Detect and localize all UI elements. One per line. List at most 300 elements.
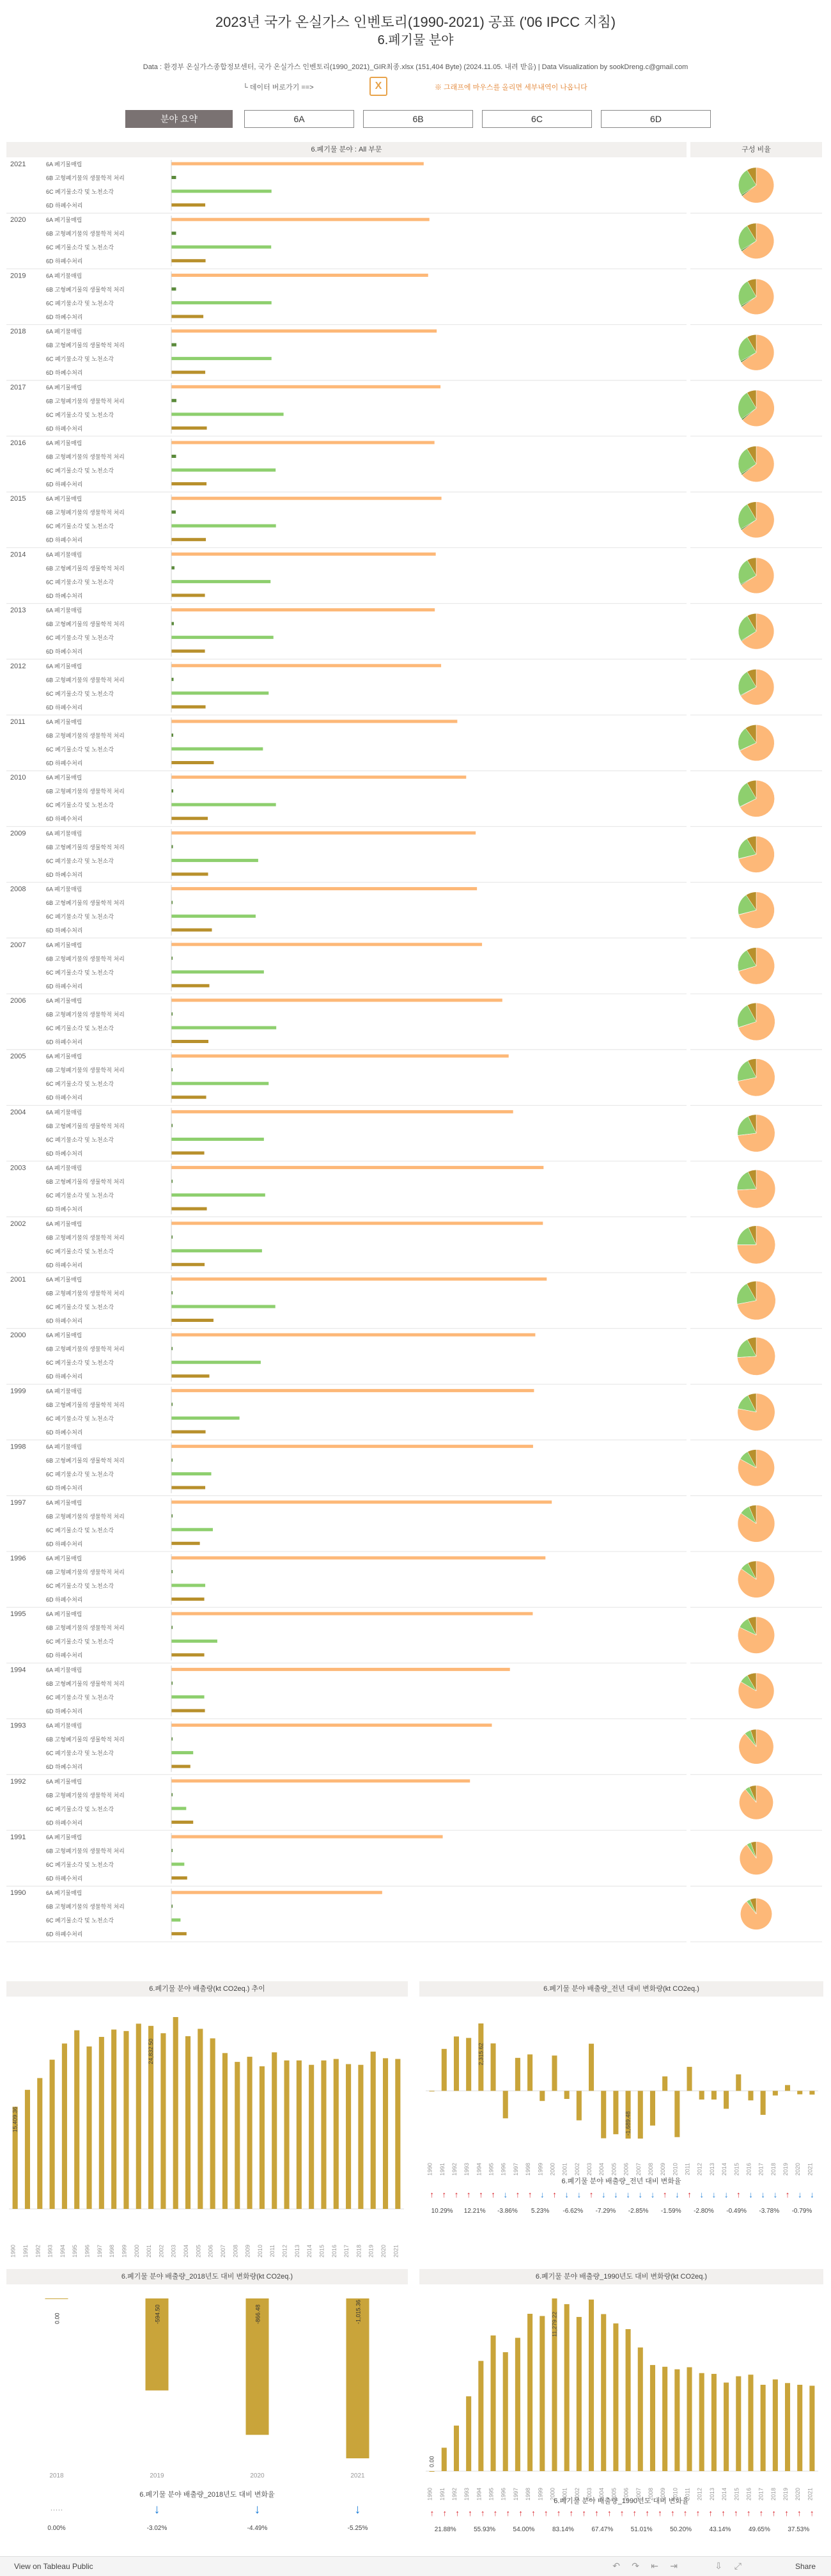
up-arrow-icon: ↑ xyxy=(506,2508,510,2518)
category-bar xyxy=(171,1361,261,1364)
up-arrow-icon: ↑ xyxy=(747,2508,751,2518)
up-arrow-icon: ↑ xyxy=(797,2508,802,2518)
trend-chart[interactable] xyxy=(6,1998,408,2247)
category-bar xyxy=(171,1542,200,1545)
category-bar xyxy=(171,441,435,444)
x-tick-label: 1997 xyxy=(97,2245,103,2258)
refresh-icon[interactable]: ⇥ xyxy=(670,2561,678,2572)
category-label: 6A 폐기물매립 xyxy=(46,1889,82,1896)
year-label: 2008 xyxy=(10,886,26,893)
year-label: 2001 xyxy=(10,1276,26,1284)
category-bar xyxy=(171,691,268,695)
category-label: 6D 하폐수처리 xyxy=(46,1317,82,1324)
data-bar xyxy=(527,2314,532,2471)
data-bar xyxy=(272,2052,277,2209)
category-bar xyxy=(171,566,175,569)
data-bar xyxy=(809,2385,814,2471)
data-label: 0.00 xyxy=(429,2456,435,2467)
data-label: 15,409.36 xyxy=(12,2107,19,2132)
category-label: 6C 폐기물소각 및 노천소각 xyxy=(46,1248,114,1255)
data-label: 2,315.62 xyxy=(478,2043,484,2065)
category-label: 6A 폐기물매립 xyxy=(46,495,82,502)
yoy-change-chart[interactable] xyxy=(419,1998,823,2164)
direction-arrow-icon: ↓ xyxy=(712,2190,717,2199)
data-bar xyxy=(785,2085,790,2091)
x-tick-label: 2004 xyxy=(598,2488,605,2501)
data-bar xyxy=(785,2383,790,2471)
vs1990-change-chart[interactable] xyxy=(419,2286,823,2490)
category-label: 6B 고형폐기물의 생물학적 처리 xyxy=(46,342,125,349)
category-bar xyxy=(171,1166,543,1169)
category-bar xyxy=(171,287,176,290)
category-bar xyxy=(171,1055,509,1058)
category-bar xyxy=(171,1584,205,1587)
data-bar xyxy=(699,2091,704,2100)
up-arrow-icon: ↑ xyxy=(620,2508,625,2518)
x-tick-label: 2004 xyxy=(183,2245,189,2258)
x-tick-label: 2002 xyxy=(158,2245,164,2258)
year-label: 1993 xyxy=(10,1722,26,1730)
tab-6d[interactable]: 6D xyxy=(601,110,711,128)
rate-label: 0.00% xyxy=(47,2525,65,2532)
x-tick-label: 2011 xyxy=(685,2488,691,2500)
data-bar xyxy=(111,2030,116,2209)
category-label: 6A 폐기물매립 xyxy=(46,1834,82,1841)
x-tick-label: 2020 xyxy=(380,2245,387,2258)
x-tick-label: 2021 xyxy=(392,2245,399,2258)
category-bar xyxy=(171,1695,205,1699)
x-tick-label: 2010 xyxy=(672,2488,678,2501)
data-bar xyxy=(638,2348,643,2471)
category-label: 6B 고형폐기물의 생물학적 처리 xyxy=(46,1011,125,1018)
category-bar xyxy=(171,1374,210,1378)
category-label: 6C 폐기물소각 및 노천소각 xyxy=(46,1861,114,1868)
direction-arrow-icon: ↑ xyxy=(442,2190,447,2199)
vs2018-rate-title: 6.폐기물 분야 배출량_2018년도 대비 변화율 xyxy=(6,2489,408,2499)
rate-label: 49.65% xyxy=(749,2526,770,2533)
data-bar xyxy=(430,2471,435,2472)
category-label: 6D 하폐수처리 xyxy=(46,1094,82,1101)
category-bar xyxy=(171,427,207,430)
direction-arrow-icon: ↓ xyxy=(761,2190,765,2199)
data-bar xyxy=(613,2091,618,2134)
data-bar xyxy=(395,2059,400,2209)
x-tick-label: 1999 xyxy=(537,2488,543,2501)
direction-arrow-icon: ↓ xyxy=(699,2190,704,2199)
data-label: -866.48 xyxy=(255,2304,261,2324)
x-tick-label: 2015 xyxy=(318,2245,325,2258)
x-tick-label: 1999 xyxy=(121,2245,127,2258)
category-bar xyxy=(171,1138,264,1141)
data-bar xyxy=(687,2067,692,2091)
x-tick-label: 2021 xyxy=(350,2472,365,2479)
no-change-icon: ····· xyxy=(50,2505,63,2514)
category-label: 6A 폐기물매립 xyxy=(46,216,82,223)
data-bar xyxy=(210,2038,215,2209)
category-label: 6B 고형폐기물의 생물학적 처리 xyxy=(46,1512,125,1520)
x-tick-label: 2006 xyxy=(623,2488,630,2501)
data-bar xyxy=(297,2061,302,2209)
year-label: 2010 xyxy=(10,774,26,781)
data-bar xyxy=(309,2065,314,2209)
category-label: 6A 폐기물매립 xyxy=(46,328,82,335)
category-bar xyxy=(171,1082,268,1085)
tab-summary[interactable]: 분야 요약 xyxy=(125,110,233,128)
category-label: 6A 폐기물매립 xyxy=(46,1666,82,1673)
category-label: 6C 폐기물소각 및 노천소각 xyxy=(46,467,114,474)
category-bar xyxy=(171,1445,533,1448)
category-bar xyxy=(171,553,436,556)
category-bar xyxy=(171,1807,186,1810)
down-arrow-icon: ↓ xyxy=(254,2502,261,2517)
x-tick-label: 2020 xyxy=(250,2472,265,2479)
category-label: 6A 폐기물매립 xyxy=(46,551,82,558)
direction-arrow-icon: ↓ xyxy=(749,2190,753,2199)
x-tick-label: 2014 xyxy=(721,2488,727,2501)
category-label: 6C 폐기물소각 및 노천소각 xyxy=(46,1805,114,1812)
category-bar xyxy=(171,524,276,528)
category-label: 6D 하폐수처리 xyxy=(46,927,82,934)
year-label: 2020 xyxy=(10,216,26,224)
rate-label: 83.14% xyxy=(552,2526,574,2533)
category-label: 6B 고형폐기물의 생물학적 처리 xyxy=(46,844,125,851)
category-label: 6D 하폐수처리 xyxy=(46,1763,82,1770)
category-bar xyxy=(171,203,205,207)
category-label: 6C 폐기물소각 및 노천소각 xyxy=(46,1750,114,1757)
excel-download-icon[interactable]: X xyxy=(369,77,387,96)
vs1990-rate-title: 6.폐기물 분야 배출량_1990년도 대비 변화율 xyxy=(419,2495,823,2506)
category-label: 6D 하폐수처리 xyxy=(46,1540,82,1547)
data-bar xyxy=(50,2060,55,2209)
data-bar xyxy=(284,2061,289,2209)
category-label: 6D 하폐수처리 xyxy=(46,1039,82,1046)
download-icon[interactable]: ⇩ xyxy=(715,2561,722,2572)
rate-label: 51.01% xyxy=(631,2526,653,2533)
undo-icon[interactable]: ↶ xyxy=(612,2561,620,2572)
category-label: 6D 하폐수처리 xyxy=(46,1429,82,1436)
category-bar xyxy=(171,343,176,347)
data-bar xyxy=(674,2369,680,2471)
rate-label: -2.80% xyxy=(694,2208,714,2215)
category-label: 6B 고형폐기물의 생물학적 처리 xyxy=(46,1624,125,1631)
view-on-tableau-link[interactable]: View on Tableau Public xyxy=(14,2562,93,2571)
category-bar-chart[interactable] xyxy=(0,157,831,1942)
category-label: 6C 폐기물소각 및 노천소각 xyxy=(46,1359,114,1366)
up-arrow-icon: ↑ xyxy=(481,2508,485,2518)
category-label: 6B 고형폐기물의 생물학적 처리 xyxy=(46,1903,125,1910)
data-bar xyxy=(503,2091,508,2118)
rate-label: 12.21% xyxy=(464,2208,486,2215)
category-label: 6C 폐기물소각 및 노천소각 xyxy=(46,1192,114,1199)
data-bar xyxy=(37,2078,42,2209)
up-arrow-icon: ↑ xyxy=(734,2508,738,2518)
category-bar xyxy=(171,469,276,472)
category-label: 6C 폐기물소각 및 노천소각 xyxy=(46,1415,114,1422)
direction-arrow-icon: ↑ xyxy=(687,2190,692,2199)
vs2018-rate-table[interactable] xyxy=(6,2502,408,2540)
data-bar xyxy=(62,2043,67,2209)
year-label: 2021 xyxy=(10,161,26,168)
category-bar xyxy=(171,190,272,193)
up-arrow-icon: ↑ xyxy=(784,2508,789,2518)
category-bar xyxy=(171,1598,205,1601)
category-label: 6A 폐기물매립 xyxy=(46,1220,82,1227)
x-tick-label: 2018 xyxy=(770,2488,777,2501)
data-bar xyxy=(478,2361,483,2471)
vs1990-rate-table[interactable] xyxy=(419,2507,823,2539)
x-tick-label: 2012 xyxy=(282,2245,288,2258)
data-bar xyxy=(699,2373,704,2471)
x-tick-label: 2002 xyxy=(574,2163,580,2176)
category-bar xyxy=(171,872,208,876)
category-label: 6C 폐기물소각 및 노천소각 xyxy=(46,411,114,418)
data-bar xyxy=(86,2046,91,2209)
data-bar xyxy=(442,2049,447,2091)
category-bar xyxy=(171,497,442,500)
category-label: 6D 하폐수처리 xyxy=(46,1708,82,1715)
redo-icon[interactable]: ↷ xyxy=(632,2561,639,2572)
category-bar xyxy=(171,984,210,987)
category-label: 6A 폐기물매립 xyxy=(46,1722,82,1729)
category-label: 6A 폐기물매립 xyxy=(46,1165,82,1172)
category-label: 6B 고형폐기물의 생물학적 처리 xyxy=(46,676,125,683)
up-arrow-icon: ↑ xyxy=(594,2508,599,2518)
category-bar xyxy=(171,259,206,262)
year-label: 1996 xyxy=(10,1555,26,1562)
category-bar xyxy=(171,678,173,681)
x-tick-label: 2009 xyxy=(660,2163,666,2176)
category-bar xyxy=(171,1863,184,1866)
category-label: 6C 폐기물소각 및 노천소각 xyxy=(46,913,114,920)
tab-6c[interactable]: 6C xyxy=(482,110,592,128)
data-bar xyxy=(222,2053,228,2209)
data-bar xyxy=(650,2091,655,2125)
x-tick-label: 1995 xyxy=(488,2163,495,2176)
category-bar xyxy=(171,636,274,639)
category-label: 6D 하폐수처리 xyxy=(46,1206,82,1213)
category-label: 6D 하폐수처리 xyxy=(46,1484,82,1491)
x-tick-label: 2019 xyxy=(782,2488,789,2501)
data-bar xyxy=(638,2091,643,2139)
category-label: 6C 폐기물소각 및 노천소각 xyxy=(46,1080,114,1087)
direction-arrow-icon: ↑ xyxy=(589,2190,594,2199)
page-subtitle: 6.폐기물 분야 xyxy=(0,29,831,48)
up-arrow-icon: ↑ xyxy=(607,2508,612,2518)
data-bar xyxy=(74,2030,79,2209)
category-label: 6A 폐기물매립 xyxy=(46,886,82,893)
category-bar xyxy=(171,970,264,973)
data-label: -1,689.48 xyxy=(625,2111,632,2135)
category-label: 6A 폐기물매립 xyxy=(46,439,82,446)
data-bar xyxy=(797,2091,802,2094)
x-tick-label: 2013 xyxy=(709,2488,715,2501)
category-bar xyxy=(171,412,284,416)
data-bar xyxy=(346,2064,351,2209)
category-bar xyxy=(171,720,457,723)
category-label: 6A 폐기물매립 xyxy=(46,663,82,670)
category-bar xyxy=(171,1640,217,1643)
x-tick-label: 1994 xyxy=(476,2488,482,2501)
category-bar xyxy=(171,999,502,1002)
category-bar xyxy=(171,1278,547,1281)
tableau-footer xyxy=(0,2556,831,2576)
x-tick-label: 2009 xyxy=(245,2245,251,2258)
category-bar xyxy=(171,482,206,485)
category-bar xyxy=(171,176,176,179)
category-label: 6B 고형폐기물의 생물학적 처리 xyxy=(46,1401,125,1408)
pie-panel-title: 구성 비율 xyxy=(690,142,822,157)
data-bar xyxy=(454,2426,459,2471)
data-bar xyxy=(589,2300,594,2471)
rate-label: -3.86% xyxy=(497,2208,518,2215)
category-bar xyxy=(171,538,206,541)
category-label: 6C 폐기물소각 및 노천소각 xyxy=(46,690,114,697)
category-label: 6B 고형폐기물의 생물학적 처리 xyxy=(46,899,125,906)
category-bar xyxy=(171,399,176,402)
yoy-rate-table[interactable] xyxy=(419,2188,823,2218)
data-label: -1,015.36 xyxy=(355,2300,362,2324)
rate-label: -2.85% xyxy=(628,2208,649,2215)
x-tick-label: 2016 xyxy=(745,2488,752,2501)
category-label: 6A 폐기물매립 xyxy=(46,161,82,168)
category-label: 6D 하폐수처리 xyxy=(46,1875,82,1882)
x-tick-label: 2021 xyxy=(807,2163,813,2176)
data-bar xyxy=(442,2447,447,2471)
x-tick-label: 1991 xyxy=(22,2245,29,2258)
year-label: 2018 xyxy=(10,328,26,336)
direction-arrow-icon: ↓ xyxy=(651,2190,655,2199)
x-tick-label: 1991 xyxy=(439,2163,446,2176)
year-label: 2007 xyxy=(10,941,26,949)
up-arrow-icon: ↑ xyxy=(570,2508,574,2518)
data-bar xyxy=(589,2044,594,2091)
up-arrow-icon: ↑ xyxy=(633,2508,637,2518)
category-bar xyxy=(171,664,441,667)
category-bar xyxy=(171,385,440,388)
category-label: 6B 고형폐기물의 생물학적 처리 xyxy=(46,397,125,404)
category-bar xyxy=(171,357,272,360)
x-tick-label: 1996 xyxy=(84,2245,91,2258)
data-bar xyxy=(123,2031,128,2209)
rate-label: -3.78% xyxy=(759,2208,779,2215)
category-label: 6D 하폐수처리 xyxy=(46,592,82,599)
rate-label: 10.29% xyxy=(431,2208,453,2215)
data-bar xyxy=(687,2368,692,2471)
year-label: 1999 xyxy=(10,1387,26,1395)
fullscreen-icon[interactable]: ⤢ xyxy=(734,2561,742,2572)
category-label: 6A 폐기물매립 xyxy=(46,718,82,725)
category-bar xyxy=(171,329,437,333)
x-tick-label: 2011 xyxy=(685,2163,691,2175)
category-label: 6B 고형폐기물의 생물학적 처리 xyxy=(46,565,125,572)
category-bar xyxy=(171,510,176,514)
data-bar xyxy=(748,2091,753,2100)
data-bar xyxy=(564,2304,570,2471)
x-tick-label: 1992 xyxy=(35,2245,41,2258)
data-bar xyxy=(809,2091,814,2094)
category-bar xyxy=(171,455,176,458)
direction-arrow-icon: ↓ xyxy=(810,2190,814,2199)
year-label: 2016 xyxy=(10,439,26,447)
x-tick-label: 2012 xyxy=(697,2163,703,2176)
data-bar xyxy=(160,2033,166,2209)
data-bar xyxy=(383,2058,388,2209)
down-arrow-icon: ↓ xyxy=(355,2502,361,2517)
category-label: 6C 폐기물소각 및 노천소각 xyxy=(46,1471,114,1478)
category-bar xyxy=(171,650,205,653)
x-tick-label: 2016 xyxy=(331,2245,338,2258)
data-bar xyxy=(724,2383,729,2471)
category-bar xyxy=(171,859,258,862)
x-tick-label: 2021 xyxy=(807,2488,813,2501)
category-bar xyxy=(171,622,174,625)
rate-label: -0.79% xyxy=(792,2208,812,2215)
download-note: └ 데이터 버로가기 ==> xyxy=(243,82,314,92)
category-label: 6A 폐기물매립 xyxy=(46,1276,82,1283)
category-label: 6A 폐기물매립 xyxy=(46,1108,82,1115)
x-tick-label: 2003 xyxy=(171,2245,177,2258)
category-bar xyxy=(171,1319,214,1322)
category-label: 6A 폐기물매립 xyxy=(46,607,82,614)
x-tick-label: 1990 xyxy=(427,2488,433,2501)
year-label: 2003 xyxy=(10,1165,26,1172)
data-bar xyxy=(503,2352,508,2471)
x-tick-label: 2018 xyxy=(49,2472,64,2479)
x-tick-label: 2006 xyxy=(208,2245,214,2258)
year-label: 2019 xyxy=(10,272,26,279)
share-button[interactable]: Share xyxy=(795,2562,816,2571)
data-bar xyxy=(613,2323,618,2471)
data-bar xyxy=(797,2385,802,2471)
data-bar xyxy=(540,2091,545,2101)
vs2018-change-chart[interactable] xyxy=(6,2286,408,2484)
main-panel-title: 6.폐기물 분야 : All 부문 xyxy=(6,142,687,157)
data-bar xyxy=(724,2091,729,2109)
data-bar xyxy=(198,2029,203,2209)
category-label: 6D 하폐수처리 xyxy=(46,1596,82,1603)
category-label: 6A 폐기물매립 xyxy=(46,997,82,1004)
x-tick-label: 1998 xyxy=(525,2163,531,2176)
rate-label: -4.49% xyxy=(247,2525,268,2532)
up-arrow-icon: ↑ xyxy=(582,2508,586,2518)
tab-6a[interactable]: 6A xyxy=(244,110,354,128)
x-tick-label: 1996 xyxy=(501,2163,507,2176)
x-tick-label: 1992 xyxy=(451,2488,458,2501)
year-label: 2012 xyxy=(10,663,26,670)
category-label: 6D 하폐수처리 xyxy=(46,369,82,376)
page-title: 2023년 국가 온실가스 인벤토리(1990-2021) 공표 ('06 IPCC 지침) xyxy=(0,12,831,31)
x-tick-label: 1991 xyxy=(439,2488,446,2501)
year-label: 1991 xyxy=(10,1834,26,1841)
category-bar xyxy=(171,1151,205,1154)
data-label: 24,832.50 xyxy=(148,2039,154,2064)
tab-6b[interactable]: 6B xyxy=(363,110,473,128)
rate-label: -7.29% xyxy=(596,2208,616,2215)
category-label: 6B 고형폐기물의 생물학적 처리 xyxy=(46,1457,125,1464)
data-bar xyxy=(136,2023,141,2209)
rate-label: -6.62% xyxy=(563,2208,583,2215)
category-label: 6C 폐기물소각 및 노천소각 xyxy=(46,969,114,976)
category-label: 6D 하폐수처리 xyxy=(46,703,82,711)
category-label: 6B 고형폐기물의 생물학적 처리 xyxy=(46,1736,125,1743)
x-tick-label: 1993 xyxy=(463,2163,470,2176)
category-bar xyxy=(171,1821,193,1824)
year-label: 1994 xyxy=(10,1666,26,1674)
revert-icon[interactable]: ⇤ xyxy=(651,2561,658,2572)
category-label: 6D 하폐수처리 xyxy=(46,258,82,265)
year-label: 1997 xyxy=(10,1499,26,1507)
year-label: 2006 xyxy=(10,997,26,1005)
